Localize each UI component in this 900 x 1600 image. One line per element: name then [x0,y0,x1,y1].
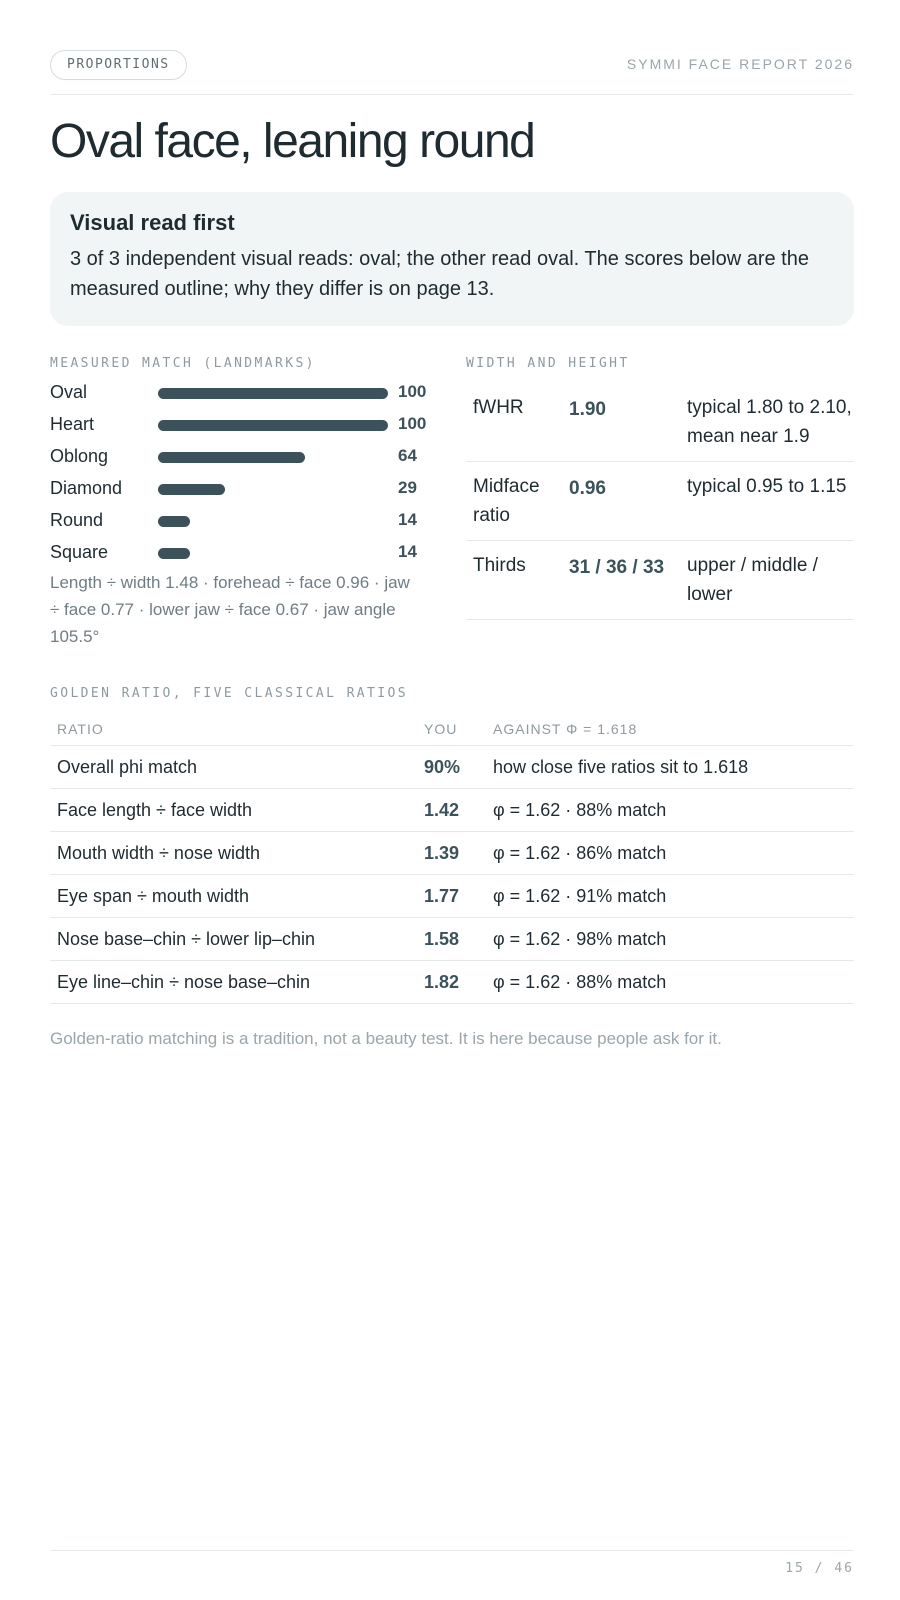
wh-value: 1.90 [569,399,606,420]
measured-match-list [50,381,430,573]
against-cell: φ = 1.62 · 88% match [486,789,854,832]
match-bar-track [158,452,388,463]
against-cell: how close five ratios sit to 1.618 [486,746,854,789]
golden-ratio-section [50,686,854,1004]
wh-value: 0.96 [569,478,606,499]
table-row [50,918,854,961]
match-bar [158,388,388,399]
match-value: 29 [398,478,417,497]
wh-row-fwhr [466,383,854,462]
match-label: Square [50,542,109,562]
wh-description: upper / middle / lower [687,555,818,605]
table-row [50,746,854,789]
against-cell: φ = 1.62 · 98% match [486,918,854,961]
disclaimer-note: Golden-ratio matching is a tradition, not a beauty test. It is here because people ask for it. [50,1029,722,1048]
wh-label: Midface ratio [473,476,540,526]
column-header-you: YOU [417,713,486,746]
page-footer [50,1550,854,1576]
match-bar-track [158,548,388,559]
golden-ratio-heading: GOLDEN RATIO, FIVE CLASSICAL RATIOS [50,686,408,701]
against-cell: φ = 1.62 · 88% match [486,961,854,1004]
column-header-against: AGAINST Φ = 1.618 [486,713,854,746]
match-bar-track [158,388,388,399]
page-number: 15 / 46 [785,1561,854,1576]
page-title: Oval face, leaning round [50,115,535,168]
table-row [50,961,854,1004]
column-header-ratio: RATIO [50,713,417,746]
ratio-cell: Eye span ÷ mouth width [50,875,417,918]
measured-match-heading: MEASURED MATCH (LANDMARKS) [50,356,316,371]
match-label: Oval [50,382,88,402]
match-label: Heart [50,414,95,434]
table-row [50,875,854,918]
wh-label: fWHR [473,397,524,418]
wh-value: 31 / 36 / 33 [569,557,665,578]
golden-ratio-rows [50,746,854,1004]
match-bar-track [158,420,388,431]
you-cell: 1.39 [417,832,486,875]
match-bar-track [158,484,388,495]
ratio-cell: Nose base–chin ÷ lower lip–chin [50,918,417,961]
you-cell: 1.77 [417,875,486,918]
match-row [50,541,430,573]
match-bar [158,516,190,527]
match-label: Oblong [50,446,109,466]
wh-label: Thirds [473,555,526,576]
visual-read-callout [50,192,854,326]
match-row [50,381,430,413]
against-cell: φ = 1.62 · 91% match [486,875,854,918]
golden-ratio-table [50,713,854,1004]
you-cell: 90% [417,746,486,789]
match-bar [158,548,190,559]
match-row [50,413,430,445]
match-bar [158,484,225,495]
match-value: 64 [398,446,417,465]
match-label: Round [50,510,104,530]
table-header-row [50,713,854,746]
ratio-cell: Overall phi match [50,746,417,789]
match-row [50,477,430,509]
match-bar-track [158,516,388,527]
measured-match-section [50,356,430,650]
ratio-cell: Eye line–chin ÷ nose base–chin [50,961,417,1004]
ratio-cell: Face length ÷ face width [50,789,417,832]
match-value: 100 [398,414,427,433]
report-page [50,0,854,1600]
wh-description: typical 1.80 to 2.10, mean near 1.9 [687,397,852,447]
match-value: 100 [398,382,427,401]
match-bar [158,452,305,463]
wh-row-midface [466,462,854,541]
ratio-cell: Mouth width ÷ nose width [50,832,417,875]
report-title: SYMMI FACE REPORT 2026 [626,56,854,72]
width-height-section [466,356,854,620]
match-row [50,445,430,477]
match-value: 14 [398,542,417,561]
table-row [50,832,854,875]
section-pill: PROPORTIONS [50,50,187,80]
against-cell: φ = 1.62 · 86% match [486,832,854,875]
match-label: Diamond [50,478,123,498]
wh-row-thirds [466,541,854,620]
match-value: 14 [398,510,417,529]
match-row [50,509,430,541]
page-header [50,50,854,95]
you-cell: 1.42 [417,789,486,832]
table-row [50,789,854,832]
you-cell: 1.58 [417,918,486,961]
measured-match-note: Length ÷ width 1.48 · forehead ÷ face 0.96 · jaw ÷ face 0.77 · lower jaw ÷ face 0.67 · jaw angle 105.5° [50,573,410,646]
callout-body: 3 of 3 independent visual reads: oval; the other read oval. The scores below are the measured outline; why they differ is on page 13. [70,248,809,300]
callout-title: Visual read first [70,210,235,235]
match-bar [158,420,388,431]
you-cell: 1.82 [417,961,486,1004]
width-height-heading: WIDTH AND HEIGHT [466,356,630,371]
wh-description: typical 0.95 to 1.15 [687,476,847,497]
